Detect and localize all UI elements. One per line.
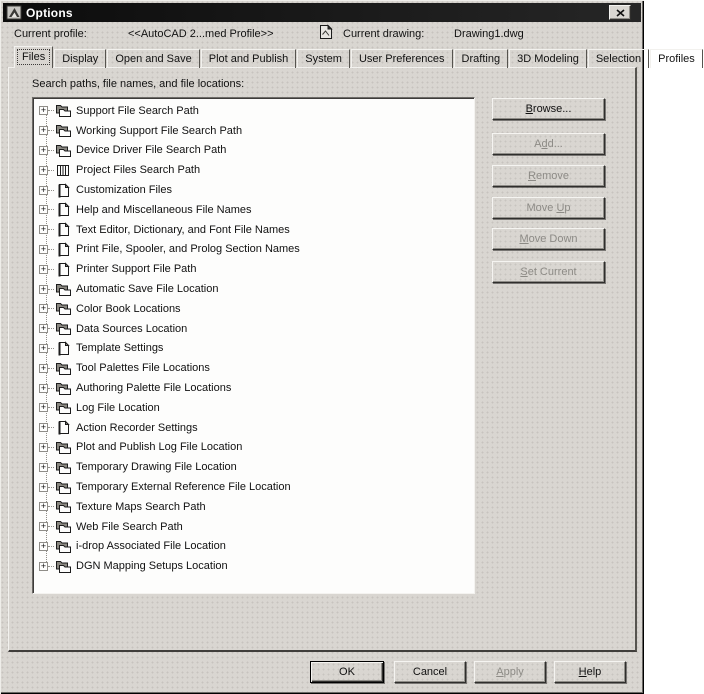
current-drawing-value: Drawing1.dwg — [454, 28, 524, 40]
folders-icon — [54, 519, 72, 534]
tree-item-label: Project Files Search Path — [76, 164, 201, 177]
expand-plus-box[interactable]: + — [40, 125, 47, 136]
tree-item[interactable] — [33, 121, 474, 141]
move-up-button: Move Up — [492, 197, 605, 219]
remove-button: Remove — [492, 165, 605, 187]
expand-plus-box[interactable]: + — [40, 303, 47, 314]
options-icon — [6, 5, 23, 20]
tree-item[interactable] — [33, 240, 474, 260]
tree-item[interactable] — [33, 477, 474, 497]
tab-display[interactable]: Display — [54, 49, 106, 68]
tab-profiles[interactable]: Profiles — [650, 49, 703, 68]
file-locations-tree[interactable] — [32, 97, 475, 594]
tree-item-label: Support File Search Path — [76, 104, 199, 117]
tree-item[interactable] — [33, 141, 474, 161]
folders-icon — [54, 361, 72, 376]
tree-item[interactable] — [33, 160, 474, 180]
expand-plus-box[interactable]: + — [40, 560, 47, 571]
expand-plus-box[interactable]: + — [40, 323, 47, 334]
expand-plus-box[interactable]: + — [40, 402, 47, 413]
tree-item-label: Color Book Locations — [76, 302, 181, 315]
expand-plus-box[interactable]: + — [40, 521, 47, 532]
tree-item[interactable] — [33, 418, 474, 438]
browse-button[interactable]: Browse... — [492, 98, 605, 120]
expand-plus-box[interactable]: + — [40, 105, 47, 116]
tree-item-label: Texture Maps Search Path — [76, 500, 206, 513]
expand-plus-box[interactable]: + — [40, 422, 47, 433]
current-profile-value: <<AutoCAD 2...med Profile>> — [128, 28, 274, 40]
move-down-button: Move Down — [492, 228, 605, 250]
folders-icon — [54, 381, 72, 396]
expand-plus-box[interactable]: + — [40, 164, 47, 175]
file-icon — [54, 183, 72, 198]
help-button[interactable]: Help — [554, 661, 626, 683]
expand-plus-box[interactable]: + — [40, 283, 47, 294]
expand-plus-box[interactable]: + — [40, 243, 47, 254]
tree-item[interactable] — [33, 358, 474, 378]
tree-item-label: Temporary Drawing File Location — [76, 461, 237, 474]
current-profile-label: Current profile: — [14, 28, 87, 40]
section-label: Search paths, file names, and file locations: — [32, 78, 245, 90]
tab-plot-and-publish[interactable]: Plot and Publish — [201, 49, 297, 68]
window-title: Options — [26, 5, 73, 20]
current-drawing-label: Current drawing: — [343, 28, 425, 40]
tree-item[interactable] — [33, 339, 474, 359]
tree-item-label: Log File Location — [76, 401, 160, 414]
file-icon — [54, 341, 72, 356]
tree-item-label: Authoring Palette File Locations — [76, 382, 232, 395]
tree-item-label: Action Recorder Settings — [76, 421, 198, 434]
set-current-button: Set Current — [492, 261, 605, 283]
tree-item-label: i-drop Associated File Location — [76, 540, 226, 553]
cancel-button[interactable]: Cancel — [394, 661, 466, 683]
tree-item[interactable] — [33, 556, 474, 576]
folders-icon — [54, 559, 72, 574]
tree-item[interactable] — [33, 517, 474, 537]
tree-item-label: Temporary External Reference File Location — [76, 481, 291, 494]
folders-icon — [54, 440, 72, 455]
expand-plus-box[interactable]: + — [40, 224, 47, 235]
tree-item[interactable] — [33, 180, 474, 200]
folders-icon — [54, 103, 72, 118]
tree-item-label: Data Sources Location — [76, 322, 188, 335]
expand-plus-box[interactable]: + — [40, 382, 47, 393]
tree-item[interactable] — [33, 438, 474, 458]
tree-item-label: DGN Mapping Setups Location — [76, 560, 228, 573]
file-icon — [54, 242, 72, 257]
folders-icon — [54, 282, 72, 297]
tree-item-label: Printer Support File Path — [76, 263, 197, 276]
file-icon — [54, 222, 72, 237]
tree-item[interactable] — [33, 319, 474, 339]
expand-plus-box[interactable]: + — [40, 441, 47, 452]
tab-system[interactable]: System — [297, 49, 350, 68]
tree-item[interactable] — [33, 537, 474, 557]
tree-item[interactable] — [33, 398, 474, 418]
tree-item-label: Working Support File Search Path — [76, 124, 243, 137]
expand-plus-box[interactable]: + — [40, 540, 47, 551]
tab-user-preferences[interactable]: User Preferences — [351, 49, 453, 68]
expand-plus-box[interactable]: + — [40, 144, 47, 155]
tree-item[interactable] — [33, 279, 474, 299]
ok-button[interactable]: OK — [310, 661, 384, 683]
tree-item-label: Help and Miscellaneous File Names — [76, 203, 252, 216]
folders-icon — [54, 321, 72, 336]
tree-item[interactable] — [33, 378, 474, 398]
tree-item[interactable] — [33, 497, 474, 517]
close-icon — [616, 5, 625, 20]
tab-drafting[interactable]: Drafting — [454, 49, 509, 68]
apply-button: Apply — [474, 661, 546, 683]
tab-files[interactable]: Files — [14, 46, 53, 68]
tab-3d-modeling[interactable]: 3D Modeling — [509, 49, 587, 68]
folders-icon — [54, 499, 72, 514]
folders-icon — [54, 480, 72, 495]
tree-item-label: Tool Palettes File Locations — [76, 362, 210, 375]
tree-item-label: Customization Files — [76, 184, 172, 197]
file-icon — [54, 202, 72, 217]
tab-selection[interactable]: Selection — [588, 49, 649, 68]
tree-item-label: Automatic Save File Location — [76, 283, 219, 296]
folders-icon — [54, 123, 72, 138]
folders-icon — [54, 301, 72, 316]
tree-item[interactable] — [33, 299, 474, 319]
tree-item[interactable] — [33, 220, 474, 240]
close-button[interactable] — [609, 5, 631, 20]
folders-icon — [54, 460, 72, 475]
title-bar — [3, 3, 641, 22]
tree-item[interactable] — [33, 457, 474, 477]
book-icon — [54, 163, 72, 178]
tree-item-label: Template Settings — [76, 342, 164, 355]
expand-plus-box[interactable]: + — [40, 263, 47, 274]
file-icon — [54, 420, 72, 435]
expand-plus-box[interactable]: + — [40, 481, 47, 492]
expand-plus-box[interactable]: + — [40, 342, 47, 353]
tree-item-label: Text Editor, Dictionary, and Font File Names — [76, 223, 290, 236]
tree-item[interactable] — [33, 259, 474, 279]
expand-plus-box[interactable]: + — [40, 362, 47, 373]
tree-item-label: Web File Search Path — [76, 520, 183, 533]
folders-icon — [54, 400, 72, 415]
file-icon — [54, 262, 72, 277]
expand-plus-box[interactable]: + — [40, 184, 47, 195]
tab-open-and-save[interactable]: Open and Save — [107, 49, 199, 68]
tree-item[interactable] — [33, 200, 474, 220]
folders-icon — [54, 539, 72, 554]
expand-plus-box[interactable]: + — [40, 501, 47, 512]
add-button: Add... — [492, 133, 605, 155]
folders-icon — [54, 143, 72, 158]
expand-plus-box[interactable]: + — [40, 461, 47, 472]
tree-item-label: Plot and Publish Log File Location — [76, 441, 243, 454]
expand-plus-box[interactable]: + — [40, 204, 47, 215]
drawing-file-icon — [318, 24, 334, 40]
tree-item-label: Device Driver File Search Path — [76, 144, 227, 157]
tree-item-label: Print File, Spooler, and Prolog Section Names — [76, 243, 300, 256]
tree-item[interactable] — [33, 101, 474, 121]
tab-bar — [14, 48, 704, 68]
